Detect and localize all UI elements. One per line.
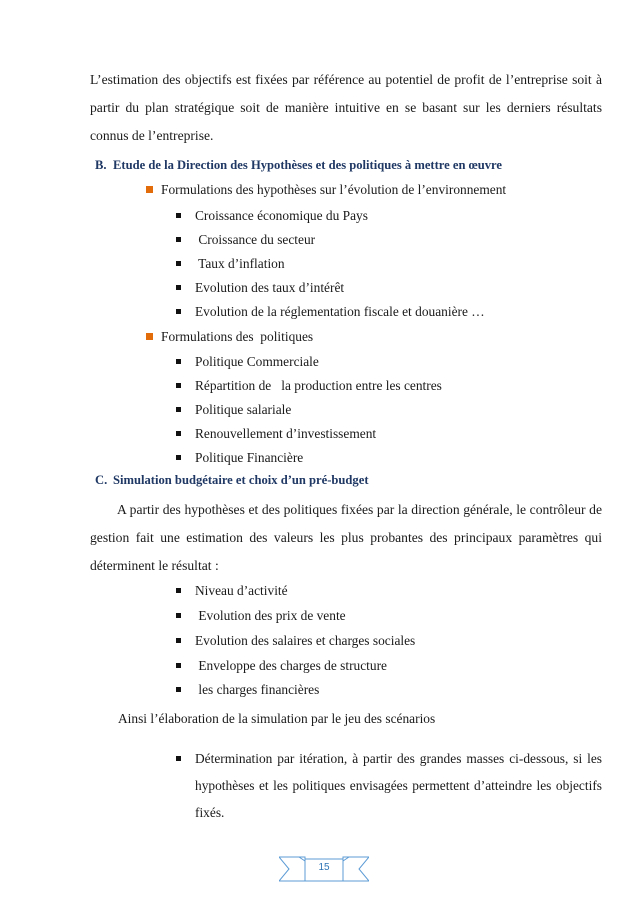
scenario-intro-text: Ainsi l’élaboration de la simulation par le jeu des scénarios: [118, 711, 436, 726]
square-bullet-icon: [176, 663, 181, 668]
list-item: [176, 608, 346, 624]
square-bullet-icon: [176, 285, 181, 290]
section-c-title: Simulation budgétaire et choix d’un pré-budget: [113, 473, 369, 487]
list-item: [176, 354, 319, 370]
list-item-text: Evolution des salaires et charges sociales: [195, 633, 416, 648]
section-c-paragraph: A partir des hypothèses et des politiques fixées par la direction générale, le contrôleur de gestion fait une estimation des valeurs les plus probantes des principaux paramètres qui déterminent le résultat :: [90, 502, 602, 573]
list-item-text: Niveau d’activité: [195, 583, 288, 598]
list-item: [176, 280, 344, 296]
square-bullet-icon: [146, 186, 153, 193]
sub-heading-hypotheses-label: Formulations des hypothèses sur l’évolution de l’environnement: [161, 182, 507, 197]
list-item-text: Politique Financière: [195, 450, 304, 465]
list-item: [176, 682, 319, 698]
sub-heading-politiques-label: Formulations des politiques: [161, 329, 314, 344]
list-item-text: Politique Commerciale: [195, 354, 319, 369]
square-bullet-icon: [176, 407, 181, 412]
list-item-text: Croissance économique du Pays: [195, 208, 368, 223]
list-item: [176, 745, 602, 826]
square-bullet-icon: [176, 261, 181, 266]
square-bullet-icon: [176, 756, 181, 761]
list-item: [176, 378, 442, 394]
list-item-text: Croissance du secteur: [195, 232, 316, 247]
list-item-text: les charges financières: [195, 682, 320, 697]
list-item-text: Evolution des prix de vente: [195, 608, 346, 623]
square-bullet-icon: [146, 333, 153, 340]
square-bullet-icon: [176, 213, 181, 218]
square-bullet-icon: [176, 359, 181, 364]
list-item: [176, 450, 303, 466]
list-item: [176, 426, 376, 442]
list-item: [176, 208, 368, 224]
list-item: [176, 633, 415, 649]
section-b-letter: B.: [95, 158, 107, 172]
square-bullet-icon: [176, 309, 181, 314]
square-bullet-icon: [176, 383, 181, 388]
section-c-heading: [95, 473, 369, 488]
square-bullet-icon: [176, 687, 181, 692]
list-item-text: Evolution de la réglementation fiscale et douanière …: [195, 304, 485, 319]
list-item: [176, 658, 387, 674]
list-item-text: Politique salariale: [195, 402, 292, 417]
page-number-ribbon: [279, 855, 369, 883]
list-item-text: Enveloppe des charges de structure: [195, 658, 387, 673]
sub-heading-politiques: [146, 329, 313, 345]
square-bullet-icon: [176, 638, 181, 643]
intro-paragraph: L’estimation des objectifs est fixées par référence au potentiel de profit de l’entreprise soit à partir du plan stratégique soit de manière intuitive en se basant sur les derniers résultats connus de l’entreprise.: [90, 72, 602, 143]
section-b-heading: [95, 158, 502, 173]
section-b-title: Etude de la Direction des Hypothèses et des politiques à mettre en œuvre: [113, 158, 502, 172]
list-item-text: Répartition de la production entre les centres: [195, 378, 442, 393]
square-bullet-icon: [176, 455, 181, 460]
list-item: [176, 256, 285, 272]
list-item-text: Evolution des taux d’intérêt: [195, 280, 345, 295]
square-bullet-icon: [176, 237, 181, 242]
square-bullet-icon: [176, 588, 181, 593]
list-item: [176, 304, 485, 320]
square-bullet-icon: [176, 613, 181, 618]
sub-heading-hypotheses: [146, 182, 506, 198]
list-item: [176, 583, 288, 599]
list-item-text: Détermination par itération, à partir des grandes masses ci-dessous, si les hypothèses et les politiques envisagées permettent d’atteindre les objectifs fixés.: [195, 751, 602, 820]
list-item-text: Renouvellement d’investissement: [195, 426, 377, 441]
list-item: [176, 232, 315, 248]
list-item: [176, 402, 291, 418]
list-item-text: Taux d’inflation: [195, 256, 285, 271]
section-c-letter: C.: [95, 473, 108, 487]
page-number: 15: [318, 862, 330, 873]
square-bullet-icon: [176, 431, 181, 436]
